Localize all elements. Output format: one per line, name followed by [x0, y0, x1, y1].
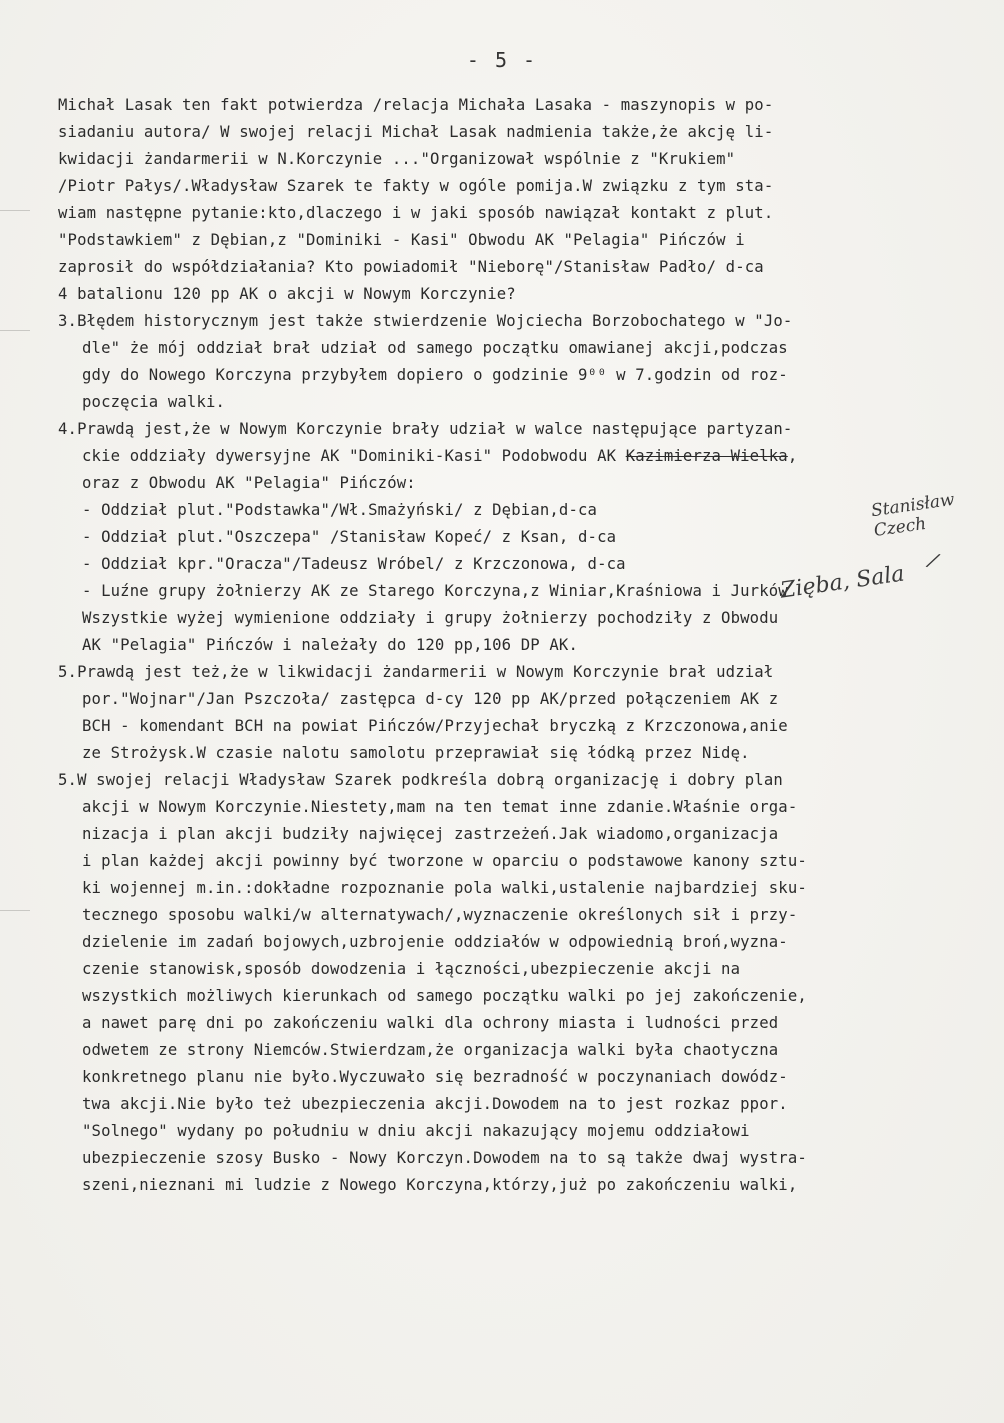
handwritten-tick-mark: / [926, 547, 941, 573]
text-line-content: wszystkich możliwych kierunkach od samego początku walki po jej zakończenie, [82, 987, 807, 1005]
typewritten-body [58, 92, 992, 1199]
page-number: - 5 - [466, 48, 538, 72]
text-line [58, 470, 992, 497]
text-line [58, 1091, 992, 1118]
text-line-content: "Podstawkiem" z Dębian,z "Dominiki - Kasi" Obwodu AK "Pelagia" Pińczów i [58, 231, 745, 249]
text-line-content: dle" że mój oddział brał udział od samego początku omawianej akcji,podczas [82, 339, 788, 357]
text-line-content: 5.Prawdą jest też,że w likwidacji żandarmerii w Nowym Korczynie brał udział [58, 663, 774, 681]
text-line [58, 821, 992, 848]
text-line-content: i plan każdej akcji powinny być tworzone w oparciu o podstawowe kanony sztu- [82, 852, 807, 870]
handwritten-annotation-top: Stanisław Czech [869, 489, 956, 541]
text-line-content: gdy do Nowego Korczyna przybyłem dopiero o godzinie 9⁰⁰ w 7.godzin od roz- [82, 366, 788, 384]
text-line-content: czenie stanowisk,sposób dowodzenia i łączności,ubezpieczenie akcji na [82, 960, 741, 978]
text-line-content: szeni,nieznani mi ludzie z Nowego Korczyna,którzy,już po zakończeniu walki, [82, 1176, 798, 1194]
text-line-content: akcji w Nowym Korczynie.Niestety,mam na ten temat inne zdanie.Właśnie orga- [82, 798, 798, 816]
text-line-content: - Luźne grupy żołnierzy AK ze Starego Korczyna,z Winiar,Kraśniowa i Jurków [82, 582, 788, 600]
text-line [58, 605, 992, 632]
text-line [58, 200, 992, 227]
text-line [58, 146, 992, 173]
text-line-content: Wszystkie wyżej wymienione oddziały i grupy żołnierzy pochodziły z Obwodu [82, 609, 779, 627]
text-line [58, 875, 992, 902]
text-line [58, 767, 992, 794]
text-line [58, 281, 992, 308]
text-line [58, 443, 992, 470]
text-line [58, 956, 992, 983]
text-line-content: ki wojennej m.in.:dokładne rozpoznanie pola walki,ustalenie najbardziej sku- [82, 879, 807, 897]
text-line-content: - Oddział plut."Podstawka"/Wł.Smażyński/ z Dębian,d-ca [82, 501, 598, 519]
text-line-content: 3.Błędem historycznym jest także stwierdzenie Wojciecha Borzobochatego w "Jo- [58, 312, 793, 330]
text-line [58, 92, 992, 119]
text-line-content: twa akcji.Nie było też ubezpieczenia akcji.Dowodem na to jest rozkaz ppor. [82, 1095, 788, 1113]
text-line-content: konkretnego planu nie było.Wyczuwało się bezradność w poczynaniach dowódz- [82, 1068, 788, 1086]
text-line-suffix: , [787, 447, 798, 465]
text-line [58, 740, 992, 767]
text-line-content: dzielenie im zadań bojowych,uzbrojenie oddziałów w odpowiednią broń,wyzna- [82, 933, 788, 951]
text-line-content: Michał Lasak ten fakt potwierdza /relacja Michała Lasaka - maszynopis w po- [58, 96, 774, 114]
text-line-content: - Oddział plut."Oszczepa" /Stanisław Kopeć/ z Ksan, d-ca [82, 528, 617, 546]
margin-scan-mark [0, 910, 30, 911]
text-line [58, 929, 992, 956]
text-line [58, 389, 992, 416]
text-line-content: odwetem ze strony Niemców.Stwierdzam,że organizacja walki była chaotyczna [82, 1041, 779, 1059]
text-line [58, 1010, 992, 1037]
text-line [58, 848, 992, 875]
text-line-content: ckie oddziały dywersyjne AK "Dominiki-Kasi" Podobwodu AK [82, 447, 626, 465]
text-line [58, 308, 992, 335]
text-line-content: ze Strożysk.W czasie nalotu samolotu przeprawiał się łódką przez Nidę. [82, 744, 750, 762]
text-line [58, 713, 992, 740]
text-line [58, 1037, 992, 1064]
text-line-content: wiam następne pytanie:kto,dlaczego i w jaki sposób nawiązał kontakt z plut. [58, 204, 774, 222]
text-line-content: poczęcia walki. [82, 393, 226, 411]
text-line [58, 632, 992, 659]
text-line [58, 497, 992, 524]
margin-scan-mark [0, 330, 30, 331]
struck-through-text: Kazimierza Wielka [625, 447, 788, 465]
text-line-content: 5.W swojej relacji Władysław Szarek podkreśla dobrą organizację i dobry plan [58, 771, 783, 789]
text-line-content: oraz z Obwodu AK "Pelagia" Pińczów: [82, 474, 416, 492]
text-line [58, 119, 992, 146]
text-line-content: 4 batalionu 120 pp AK o akcji w Nowym Korczynie? [58, 285, 516, 303]
text-line [58, 362, 992, 389]
text-line [58, 254, 992, 281]
handwritten-annotation-names: Zięba, Sala [778, 561, 907, 604]
text-line [58, 524, 992, 551]
text-line-content: 4.Prawdą jest,że w Nowym Korczynie brały udział w walce następujące partyzan- [58, 420, 793, 438]
text-line-content: ubezpieczenie szosy Busko - Nowy Korczyn.Dowodem na to są także dwaj wystra- [82, 1149, 807, 1167]
text-line [58, 686, 992, 713]
text-line-content: por."Wojnar"/Jan Pszczoła/ zastępca d-cy 120 pp AK/przed połączeniem AK z [82, 690, 779, 708]
text-line [58, 1064, 992, 1091]
margin-scan-mark [0, 210, 30, 211]
text-line-content: /Piotr Pałys/.Władysław Szarek te fakty w ogóle pomija.W związku z tym sta- [58, 177, 774, 195]
text-line [58, 902, 992, 929]
text-line-content: siadaniu autora/ W swojej relacji Michał Lasak nadmienia także,że akcję li- [58, 123, 774, 141]
text-line [58, 335, 992, 362]
text-line-content: AK "Pelagia" Pińczów i należały do 120 pp,106 DP AK. [82, 636, 578, 654]
text-line [58, 1172, 992, 1199]
text-line [58, 227, 992, 254]
text-line-content: zaprosił do współdziałania? Kto powiadomił "Nieborę"/Stanisław Padło/ d-ca [58, 258, 764, 276]
text-line [58, 659, 992, 686]
text-line [58, 173, 992, 200]
text-line-content: BCH - komendant BCH na powiat Pińczów/Przyjechał bryczką z Krzczonowa,anie [82, 717, 788, 735]
text-line-content: tecznego sposobu walki/w alternatywach/,wyznaczenie określonych sił i przy- [82, 906, 798, 924]
text-line-content: - Oddział kpr."Oracza"/Tadeusz Wróbel/ z Krzczonowa, d-ca [82, 555, 626, 573]
text-line-content: kwidacji żandarmerii w N.Korczynie ..."Organizował wspólnie z "Krukiem" [58, 150, 736, 168]
text-line [58, 1145, 992, 1172]
text-line [58, 794, 992, 821]
text-line-content: "Solnego" wydany po południu w dniu akcji nakazujący mojemu oddziałowi [82, 1122, 750, 1140]
text-line-content: nizacja i plan akcji budziły najwięcej zastrzeżeń.Jak wiadomo,organizacja [82, 825, 779, 843]
text-line [58, 416, 992, 443]
text-line [58, 1118, 992, 1145]
text-line [58, 983, 992, 1010]
text-line-content: a nawet parę dni po zakończeniu walki dla ochrony miasta i ludności przed [82, 1014, 779, 1032]
